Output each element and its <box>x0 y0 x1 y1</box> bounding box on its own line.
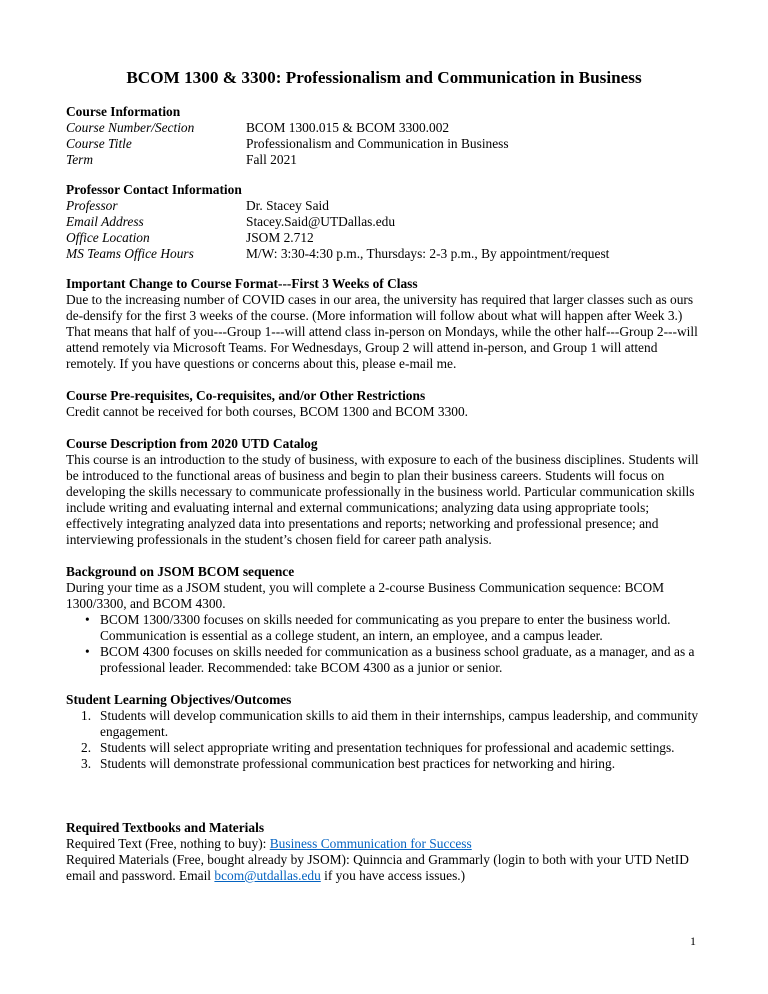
numbered-list <box>66 708 702 772</box>
required-text-line <box>66 836 702 852</box>
required-materials-suffix: if you have access issues.) <box>320 868 466 883</box>
section-heading: Important Change to Course Format---First 3 Weeks of Class <box>66 276 418 291</box>
info-row <box>66 246 702 262</box>
required-materials-line <box>66 852 702 884</box>
bullet-list <box>66 612 702 676</box>
info-row <box>66 152 702 168</box>
list-item <box>81 708 702 740</box>
info-value: M/W: 3:30-4:30 p.m., Thursdays: 2-3 p.m., By appointment/request <box>246 246 610 261</box>
list-number: 1. <box>81 708 92 723</box>
textbook-link[interactable]: Business Communication for Success <box>269 836 472 851</box>
info-value: Dr. Stacey Said <box>246 198 329 213</box>
background-section <box>66 564 702 676</box>
info-label: MS Teams Office Hours <box>66 246 194 261</box>
list-number: 2. <box>81 740 92 755</box>
info-label: Term <box>66 152 94 167</box>
page-number: 1 <box>690 934 696 948</box>
info-row <box>66 136 702 152</box>
objectives-section <box>66 692 702 772</box>
required-text-label: Required Text (Free, nothing to buy): <box>66 836 270 851</box>
section-body: Credit cannot be received for both courses, BCOM 1300 and BCOM 3300. <box>66 404 469 419</box>
format-change-section <box>66 276 702 372</box>
section-heading: Course Pre-requisites, Co-requisites, and/or Other Restrictions <box>66 388 426 403</box>
info-label: Course Number/Section <box>66 120 195 135</box>
list-item: • BCOM 4300 focuses on skills needed for communication as a business school graduate, as a manager, and as a professional leader. Recommended: take BCOM 4300 as a junior or senior. <box>100 644 702 676</box>
info-row <box>66 120 702 136</box>
section-heading: Required Textbooks and Materials <box>66 820 265 835</box>
info-row <box>66 198 702 214</box>
page-title: BCOM 1300 & 3300: Professionalism and Communication in Business <box>126 68 642 87</box>
section-body: Due to the increasing number of COVID cases in our area, the university has required that larger classes such as ours de-densify for the first 3 weeks of the course. (More information will follow about what will happen after Week 3.) That means that half of you---Group 1---will attend class in-person on Mondays, while the other half---Group 2---will attend remotely via Microsoft Teams. For Wednesdays, Group 2 will attend in-person, and Group 1 will attend remotely. If you have questions or concerns about this, please e-mail me. <box>66 292 698 371</box>
list-text: Students will select appropriate writing and presentation techniques for professional and academic settings. <box>100 740 675 755</box>
list-text: Students will develop communication skills to aid them in their internships, campus leadership, and community engagement. <box>100 708 699 739</box>
info-value: BCOM 1300.015 & BCOM 3300.002 <box>246 120 450 135</box>
list-item <box>81 740 702 756</box>
info-label: Email Address <box>66 214 144 229</box>
info-value: Fall 2021 <box>246 152 297 167</box>
prerequisites-section <box>66 388 702 420</box>
section-heading: Background on JSOM BCOM sequence <box>66 564 295 579</box>
info-value: Stacey.Said@UTDallas.edu <box>246 214 396 229</box>
course-description-section <box>66 436 702 548</box>
info-label: Professor <box>66 198 118 213</box>
email-link[interactable]: bcom@utdallas.edu <box>214 868 321 883</box>
info-row <box>66 214 702 230</box>
required-materials-text: Required Materials (Free, bought already by JSOM): Quinncia and Grammarly (login to both with your UTD NetID email and password. Email <box>66 852 689 883</box>
list-item <box>81 756 702 772</box>
info-value: JSOM 2.712 <box>246 230 314 245</box>
list-item: • BCOM 1300/3300 focuses on skills needed for communicating as you prepare to enter the business world. Communication is essential as a college student, an intern, an employee, and a campus leader. <box>100 612 702 644</box>
section-heading: Student Learning Objectives/Outcomes <box>66 692 292 707</box>
info-label: Course Title <box>66 136 132 151</box>
info-label: Office Location <box>66 230 150 245</box>
section-body: During your time as a JSOM student, you will complete a 2-course Business Communication sequence: BCOM 1300/3300, and BCOM 4300. <box>66 580 665 611</box>
info-value: Professionalism and Communication in Business <box>246 136 509 151</box>
professor-contact-section <box>66 182 702 262</box>
list-text: Students will demonstrate professional communication best practices for networking and hiring. <box>100 756 616 771</box>
section-heading: Professor Contact Information <box>66 182 242 197</box>
list-number: 3. <box>81 756 92 771</box>
section-body: This course is an introduction to the study of business, with exposure to each of the business disciplines. Students will be introduced to the functional areas of business and begin to plan their business careers. Students will focus on developing the skills necessary to communicate professionally in the business world. Particular communication skills include writing and evaluating internal and external communications; analyzing data using appropriate tools; effectively integrating analyzed data into presentations and reports; networking and professional presence; and interviewing professionals in the student’s chosen field for career path analysis. <box>66 452 699 547</box>
section-heading: Course Description from 2020 UTD Catalog <box>66 436 318 451</box>
info-row <box>66 230 702 246</box>
course-information-section <box>66 104 702 168</box>
materials-section <box>66 820 702 884</box>
section-heading: Course Information <box>66 104 181 119</box>
